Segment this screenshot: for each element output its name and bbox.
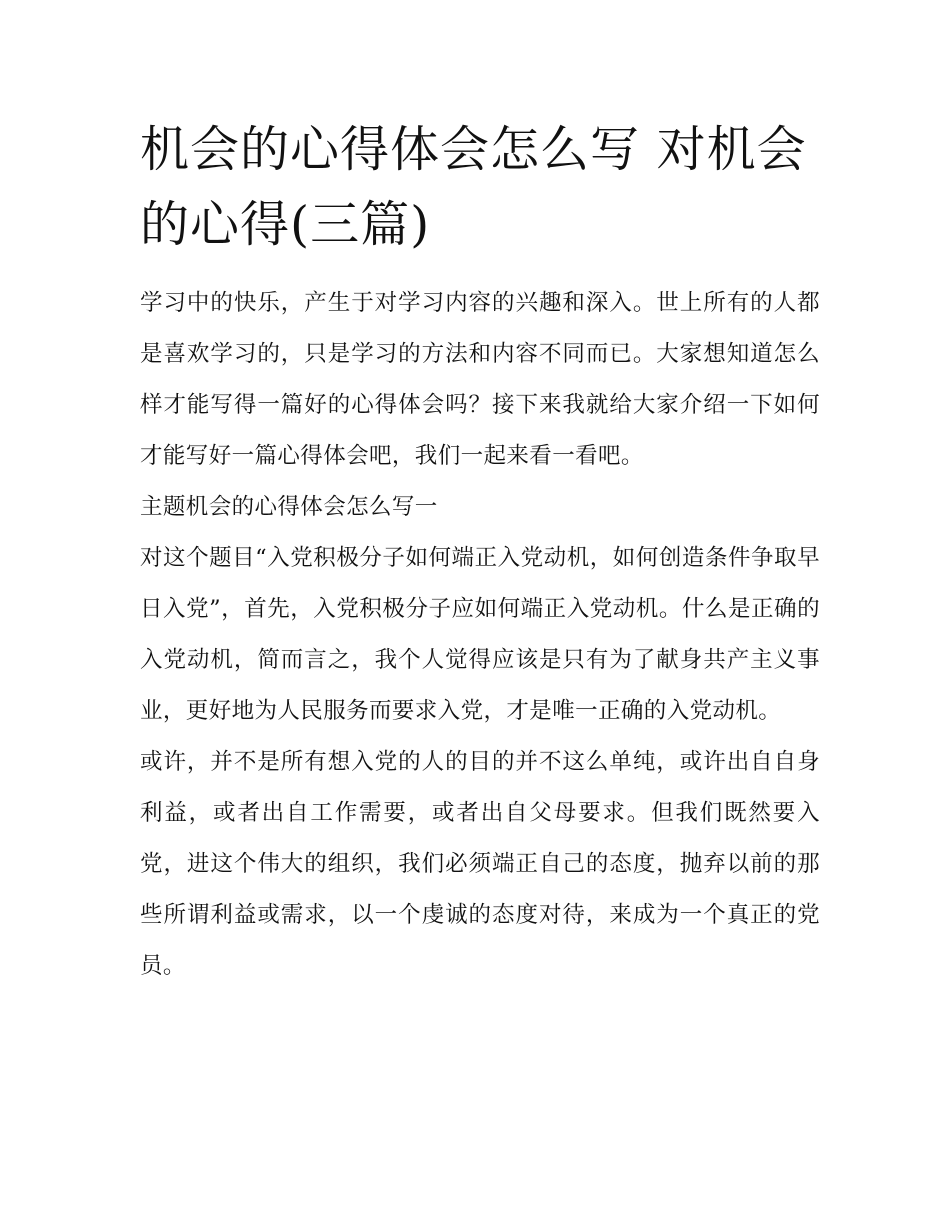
document-page [140, 112, 820, 992]
body-paragraph: 或许，并不是所有想入党的人的目的并不这么单纯，或许出自自身利益，或者出自工作需要，或者出自父母要求。但我们既然要入党，进这个伟大的组织，我们必须端正自己的态度，抛弃以前的那些所谓利益或需求，以一个虔诚的态度对待，来成为一个真正的党员。 [140, 749, 820, 979]
body-paragraph: 对这个题目“入党积极分子如何端正入党动机，如何创造条件争取早日入党”，首先，入党积极分子应如何端正入党动机。什么是正确的入党动机，简而言之，我个人觉得应该是只有为了献身共产主义事业，更好地为人民服务而要求入党，才是唯一正确的入党动机。 [140, 545, 820, 724]
document-title: 机会的心得体会怎么写 对机会的心得(三篇) [140, 121, 807, 253]
section-heading: 主题机会的心得体会怎么写一 [140, 494, 438, 520]
intro-paragraph: 学习中的快乐，产生于对学习内容的兴趣和深入。世上所有的人都是喜欢学习的，只是学习的方法和内容不同而已。大家想知道怎么样才能写得一篇好的心得体会吗？接下来我就给大家介绍一下如何才能写好一篇心得体会吧，我们一起来看一看吧。 [140, 290, 820, 469]
